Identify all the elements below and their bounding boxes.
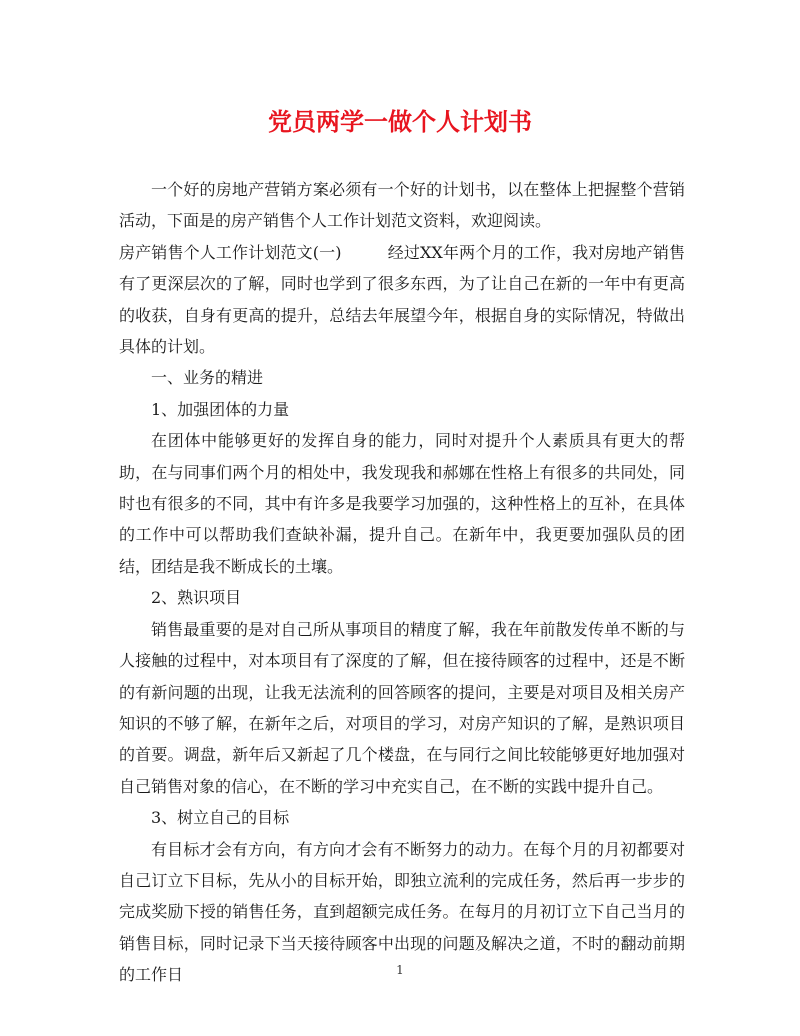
- item-paragraph-3: 有目标才会有方向，有方向才会有不断努力的动力。在每个月的月初都要对自己订立下目标，先从小的目标开始，即独立流利的完成任务，然后再一步步的完成奖励下授的销售任务，直到超额完成任务。在每月的月初订立下自己当月的销售目标，同时记录下当天接待顾客中出现的问题及解决之道，不时的翻动前期的工作日: [119, 839, 685, 985]
- item-paragraph-1: 在团体中能够更好的发挥自身的能力，同时对提升个人素质具有更大的帮助，在与同事们两个月的相处中，我发现我和郝娜在性格上有很多的共同处，同时也有很多的不同，其中有许多是我要学习加强的，这种性格上的互补，在具体的工作中可以帮助我们查缺补漏，提升自己。在新年中，我更要加强队员的团结，团结是我不断成长的土壤。: [119, 431, 685, 576]
- item-heading-2: 2、熟识项目: [151, 588, 242, 608]
- document-title: 党员两学一做个人计划书: [268, 107, 532, 136]
- document-body: [119, 174, 685, 991]
- example-paragraph: [119, 237, 685, 363]
- example-label: 房产销售个人工作计划范文(一): [119, 242, 342, 262]
- intro-paragraph: 一个好的房地产营销方案必须有一个好的计划书，以在整体上把握整个营销活动，下面是的房产销售个人工作计划范文资料，欢迎阅读。: [119, 180, 685, 231]
- item-heading-3: 3、树立自己的目标: [151, 808, 290, 828]
- item-paragraph-2: 销售最重要的是对自己所从事项目的精度了解，我在年前散发传单不断的与人接触的过程中，对本项目有了深度的了解，但在接待顾客的过程中，还是不断的有新问题的出现，让我无法流利的回答顾客的提问，主要是对项目及相关房产知识的不够了解，在新年之后，对项目的学习，对房产知识的了解，是熟识项目的首要。调盘，新年后又新起了几个楼盘，在与同行之间比较能够更好地加强对自己销售对象的信心，在不断的学习中充实自己，在不断的实践中提升自己。: [119, 619, 685, 796]
- example-text: 经过XX年两个月的工作，我对房地产销售有了更深层次的了解，同时也学到了很多东西，为了让自己在新的一年中有更高的收获，自身有更高的提升，总结去年展望今年，根据自身的实际情况，特做出具体的计划。: [119, 242, 685, 357]
- page-number: 1: [396, 963, 404, 977]
- section-heading-1: 一、业务的精进: [151, 368, 264, 388]
- item-heading-1: 1、加强团体的力量: [151, 399, 290, 419]
